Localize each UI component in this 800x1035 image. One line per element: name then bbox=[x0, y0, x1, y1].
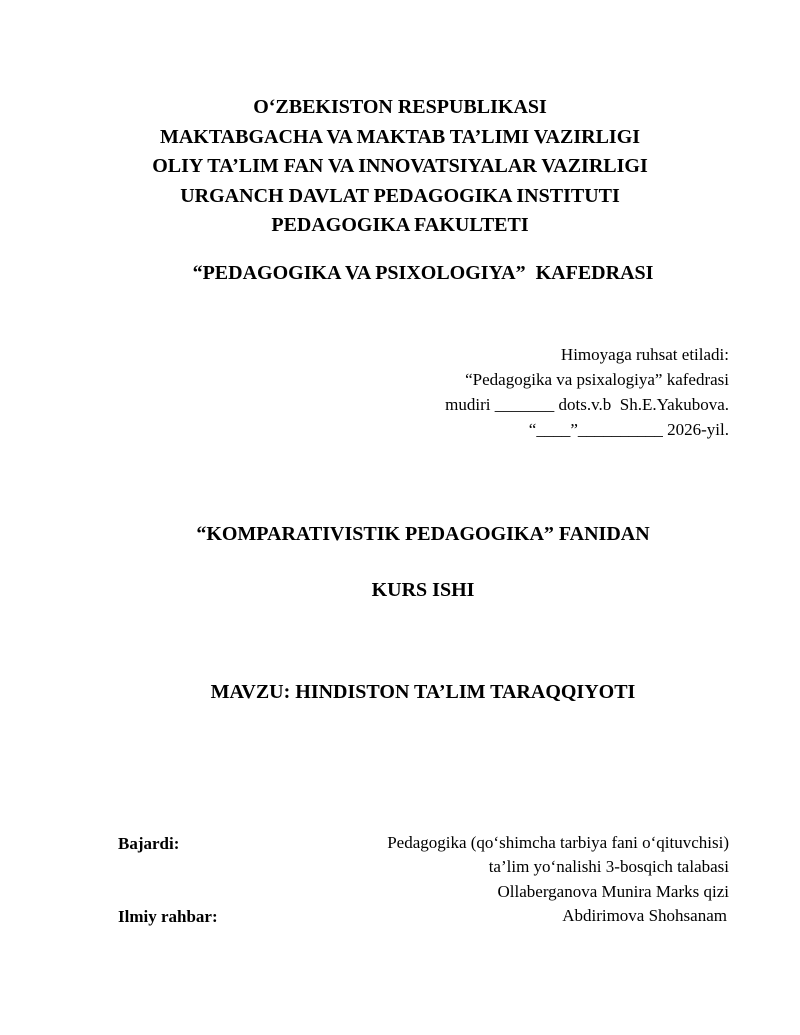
department-title: “PEDAGOGIKA VA PSIXOLOGIYA” KAFEDRASI bbox=[192, 262, 654, 284]
performer-line-course: ta’lim yo‘nalishi 3-bosqich talabasi bbox=[488, 857, 729, 877]
approval-line-permission: Himoyaga ruhsat etiladi: bbox=[560, 345, 729, 364]
institution-header bbox=[0, 93, 800, 241]
work-type-title: KURS ISHI bbox=[371, 579, 475, 601]
advisor-label: Ilmiy rahbar: bbox=[118, 907, 218, 926]
advisor-name: Abdirimova Shohsanam bbox=[562, 906, 727, 925]
advisor-info bbox=[562, 904, 727, 928]
performer-label: Bajardi: bbox=[118, 834, 180, 853]
topic-title: MAVZU: HINDISTON TA’LIM TARAQQIYOTI bbox=[210, 681, 636, 703]
performer-line-name: Ollaberganova Munira Marks qizi bbox=[497, 881, 729, 901]
header-line-ministry-preschool: MAKTABGACHA VA MAKTAB TA’LIMI VAZIRLIGI bbox=[159, 125, 641, 148]
subject-title: “KOMPARATIVISTIK PEDAGOGIKA” FANIDAN bbox=[196, 523, 650, 545]
performer-info bbox=[387, 831, 729, 904]
approval-line-head: mudiri _______ dots.v.b Sh.E.Yakubova. bbox=[445, 395, 729, 414]
approval-block bbox=[445, 342, 729, 442]
header-line-ministry-higher-ed: OLIY TA’LIM FAN VA INNOVATSIYALAR VAZIRLIGI bbox=[152, 155, 648, 177]
header-line-institute: URGANCH DAVLAT PEDAGOGIKA INSTITUTI bbox=[180, 184, 620, 207]
header-line-faculty: PEDAGOGIKA FAKULTETI bbox=[271, 214, 529, 236]
approval-line-department: “Pedagogika va psixalogiya” kafedrasi bbox=[465, 370, 729, 389]
performer-line-specialty: Pedagogika (qo‘shimcha tarbiya fani o‘qituvchisi) bbox=[387, 833, 729, 852]
header-line-country: O‘ZBEKISTON RESPUBLIKASI bbox=[253, 96, 547, 118]
approval-line-date: “____”__________ 2026-yil. bbox=[528, 420, 729, 439]
